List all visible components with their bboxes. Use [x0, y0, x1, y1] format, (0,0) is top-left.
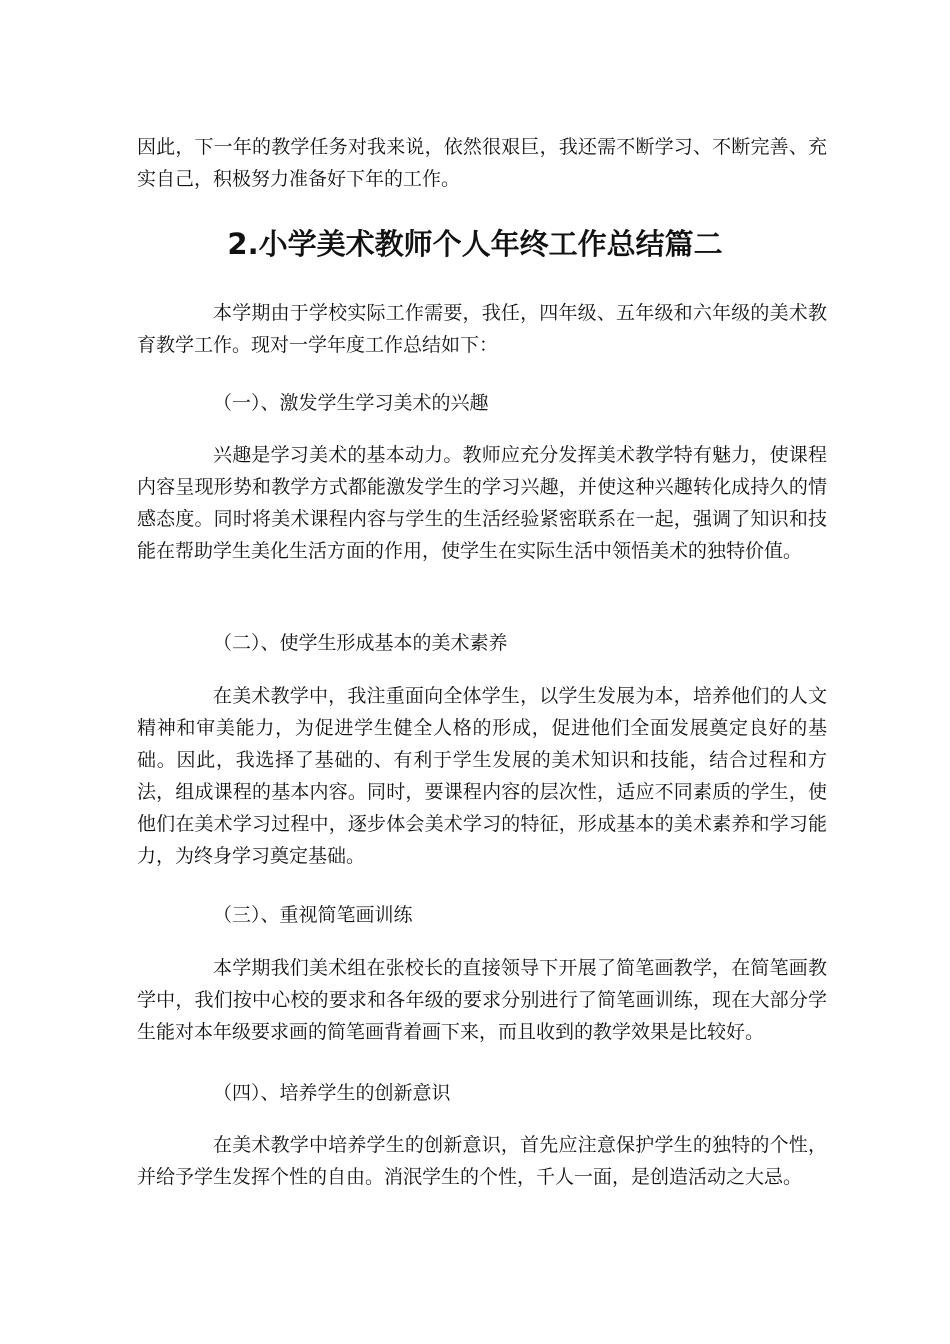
section-heading-1: （一）、激发学生学习美术的兴趣: [213, 392, 489, 414]
page-title: 2.小学美术教师个人年终工作总结篇二: [227, 227, 723, 261]
opening-paragraph: 本学期由于学校实际工作需要，我任，四年级、五年级和六年级的美术教育教学工作。现对一学年度工作总结如下：: [137, 302, 827, 356]
section-heading-4: （四）、培养学生的创新意识: [213, 1082, 451, 1104]
section-body-2: 在美术教学中，我注重面向全体学生，以学生发展为本，培养他们的人文精神和审美能力，为促进学生健全人格的形成，促进他们全面发展奠定良好的基础。因此，我选择了基础的、有利于学生发展的美术知识和技能，结合过程和方法，组成课程的基本内容。同时，要课程内容的层次性，适应不同素质的学生，使他们在美术学习过程中，逐步体会美术学习的特征，形成基本的美术素养和学习能力，为终身学习奠定基础。: [137, 685, 827, 867]
section-body-3: 本学期我们美术组在张校长的直接领导下开展了简笔画教学，在简笔画教学中，我们按中心校的要求和各年级的要求分别进行了简笔画训练，现在大部分学生能对本年级要求画的简笔画背着画下来，而且收到的教学效果是比较好。: [137, 957, 827, 1043]
section-heading-2: （二）、使学生形成基本的美术素养: [213, 632, 508, 654]
section-heading-3: （三）、重视简笔画训练: [213, 904, 413, 926]
intro-paragraph: 因此，下一年的教学任务对我来说，依然很艰巨，我还需不断学习、不断完善、充实自己，积极努力准备好下年的工作。: [137, 136, 827, 190]
section-body-1: 兴趣是学习美术的基本动力。教师应充分发挥美术教学特有魅力，使课程内容呈现形势和教学方式都能激发学生的学习兴趣，并使这种兴趣转化成持久的情感态度。同时将美术课程内容与学生的生活经验紧密联系在一起，强调了知识和技能在帮助学生美化生活方面的作用，使学生在实际生活中领悟美术的独特价值。: [137, 444, 827, 562]
section-body-4: 在美术教学中培养学生的创新意识，首先应注意保护学生的独特的个性，并给予学生发挥个性的自由。消泯学生的个性，千人一面，是创造活动之大忌。: [137, 1134, 827, 1188]
